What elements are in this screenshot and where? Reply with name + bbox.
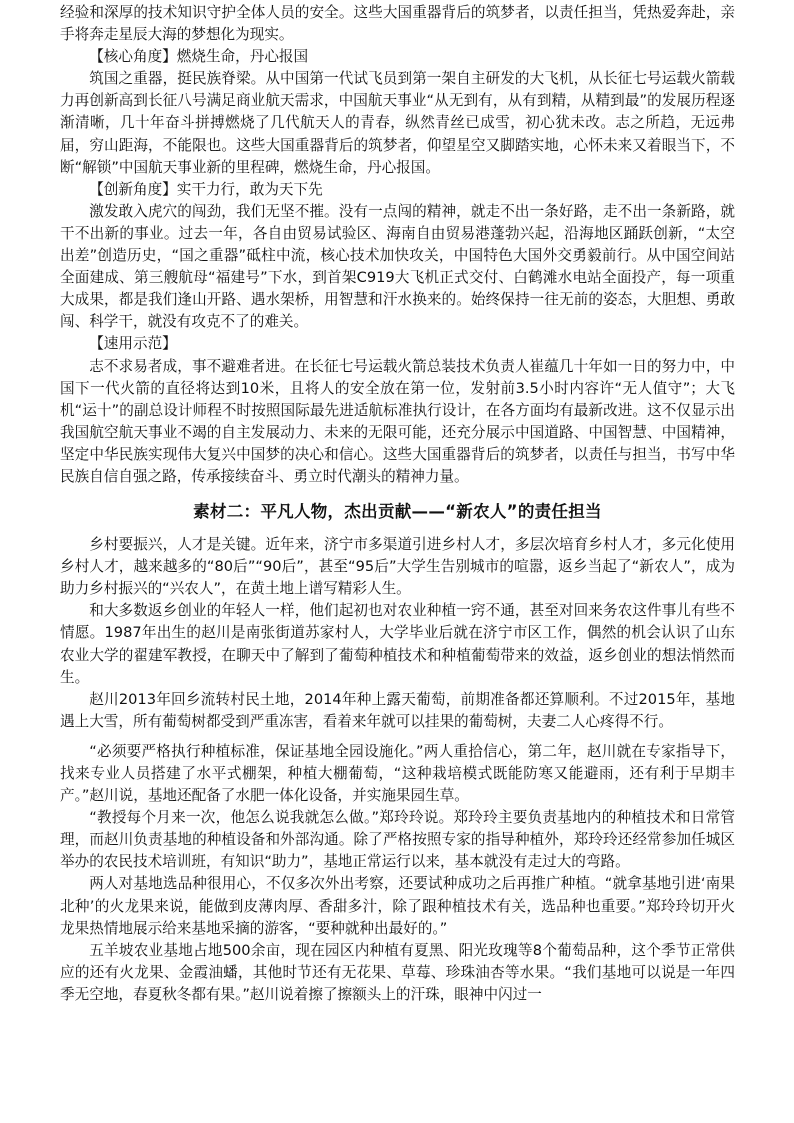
body-paragraph: “必须要严格执行种植标准，保证基地全园设施化。”两人重拾信心，第二年，赵川就在专家指导下，找来专业人员搭建了水平式棚架，种植大棚葡萄，“这种栽培模式既能防寒又能避雨，还有利于早期丰产。”赵川说，基地还配备了水肥一体化设备，并实施果园生草。 [60,742,735,805]
innovation-angle-label: 【创新角度】实干力行，敢为天下先 [89,180,323,198]
section-heading: 素材二：平凡人物，杰出贡献——“新农人”的责任担当 [193,502,602,522]
document-page [60,2,735,1006]
core-angle-label: 【核心角度】燃烧生命，丹心报国 [89,48,309,66]
quick-demo-label: 【速用示范】 [89,335,177,353]
innovation-angle-paragraph: 激发敢入虎穴的闯劲，我们无坚不摧。没有一点闯的精神，就走不出一条好路，走不出一条新路，就干不出新的事业。过去一年，各自由贸易试验区、海南自由贸易港蓬勃兴起，沿海地区踊跃创新，“太空出差”创造历史，“国之重器”砥柱中流，核心技术加快攻关，中国特色大国外交勇毅前行。从中国空间站全面建成、第三艘航母“福建号”下水，到首架C919大飞机正式交付、白鹤滩水电站全面投产，每一项重大成果，都是我们逢山开路、遇水架桥，用智慧和汗水换来的。始终保持一往无前的姿态，大胆想、勇敢闯、科学干，就没有攻克不了的难关。 [60,202,735,331]
body-paragraph: 五羊坡农业基地占地500余亩，现在园区内种植有夏黑、阳光玫瑰等8个葡萄品种，这个季节正常供应的还有火龙果、金霞油蟠，其他时节还有无花果、草莓、珍珠油杏等水果。“我们基地可以说是一年四季无空地，春夏秋冬都有果。”赵川说着擦了擦额头上的汗珠，眼神中闪过一 [60,941,735,1003]
body-paragraph: 乡村要振兴，人才是关键。近年来，济宁市多渠道引进乡村人才，多层次培育乡村人才，多元化使用乡村人才，越来越多的“80后”“90后”，甚至“95后”大学生告别城市的喧嚣，返乡当起了“新农人”，成为助力乡村振兴的“兴农人”，在黄土地上谱写精彩人生。 [60,536,735,598]
body-paragraph: “教授每个月来一次，他怎么说我就怎么做。”郑玲玲说。郑玲玲主要负责基地内的种植技术和日常管理，而赵川负责基地的种植设备和外部沟通。除了严格按照专家的指导种植外，郑玲玲还经常参加任城区举办的农民技术培训班，有知识“助力”，基地正常运行以来，基本就没有走过大的弯路。 [60,809,735,871]
body-paragraph: 和大多数返乡创业的年轻人一样，他们起初也对农业种植一窍不通，甚至对回来务农这件事儿有些不情愿。1987年出生的赵川是南张街道苏家村人，大学毕业后就在济宁市区工作，偶然的机会认识了山东农业大学的翟建军教授，在聊天中了解到了葡萄种植技术和种植葡萄带来的效益，返乡创业的想法悄然而生。 [60,602,735,686]
quick-demo-paragraph: 志不求易者成，事不避难者进。在长征七号运载火箭总装技术负责人崔蕴几十年如一日的努力中，中国下一代火箭的直径将达到10米，且将人的安全放在第一位，发射前3.5小时内容许“无人值守”；大飞机“运十”的副总设计师程不时按照国际最先进适航标准执行设计，在各方面均有最新改进。这不仅显示出我国航空航天事业不竭的自主发展动力、未来的无限可能，还充分展示中国道路、中国智慧、中国精神，坚定中华民族实现伟大复兴中国梦的决心和信心。这些大国重器背后的筑梦者，以责任与担当，书写中华民族自信自强之路，传承接续奋斗、勇立时代潮头的精神力量。 [60,357,735,485]
core-angle-paragraph: 筑国之重器，挺民族脊梁。从中国第一代试飞员到第一架自主研发的大飞机，从长征七号运载火箭载力再创新高到长征八号满足商业航天需求，中国航天事业“从无到有，从有到精，从精到最”的发展历程逐渐清晰，几十年奋斗拼搏燃烧了几代航天人的青春，纵然青丝已成雪，初心犹未改。志之所趋，无远弗届，穷山距海，不能限也。这些大国重器背后的筑梦者，仰望星空又脚踏实地，心怀未来又着眼当下，不断“解锁”中国航天事业新的里程碑，燃烧生命，丹心报国。 [60,70,735,176]
body-paragraph: 两人对基地选品种很用心，不仅多次外出考察，还要试种成功之后再推广种植。“就拿基地引进‘南果北种’的火龙果来说，能做到皮薄肉厚、香甜多汁，除了跟种植技术有关，选品种也重要。”郑玲玲切开火龙果热情地展示给来基地采摘的游客，“要种就种出最好的。” [60,875,735,937]
intro-continued: 经验和深厚的技术知识守护全体人员的安全。这些大国重器背后的筑梦者，以责任担当，凭热爱奔赴，亲手将奔走星辰大海的梦想化为现实。 [60,4,735,44]
body-paragraph: 赵川2013年回乡流转村民土地，2014年种上露天葡萄，前期准备都还算顺利。不过2015年，基地遇上大雪，所有葡萄树都受到严重冻害，看着来年就可以挂果的葡萄树，夫妻二人心疼得不行。 [60,690,735,730]
